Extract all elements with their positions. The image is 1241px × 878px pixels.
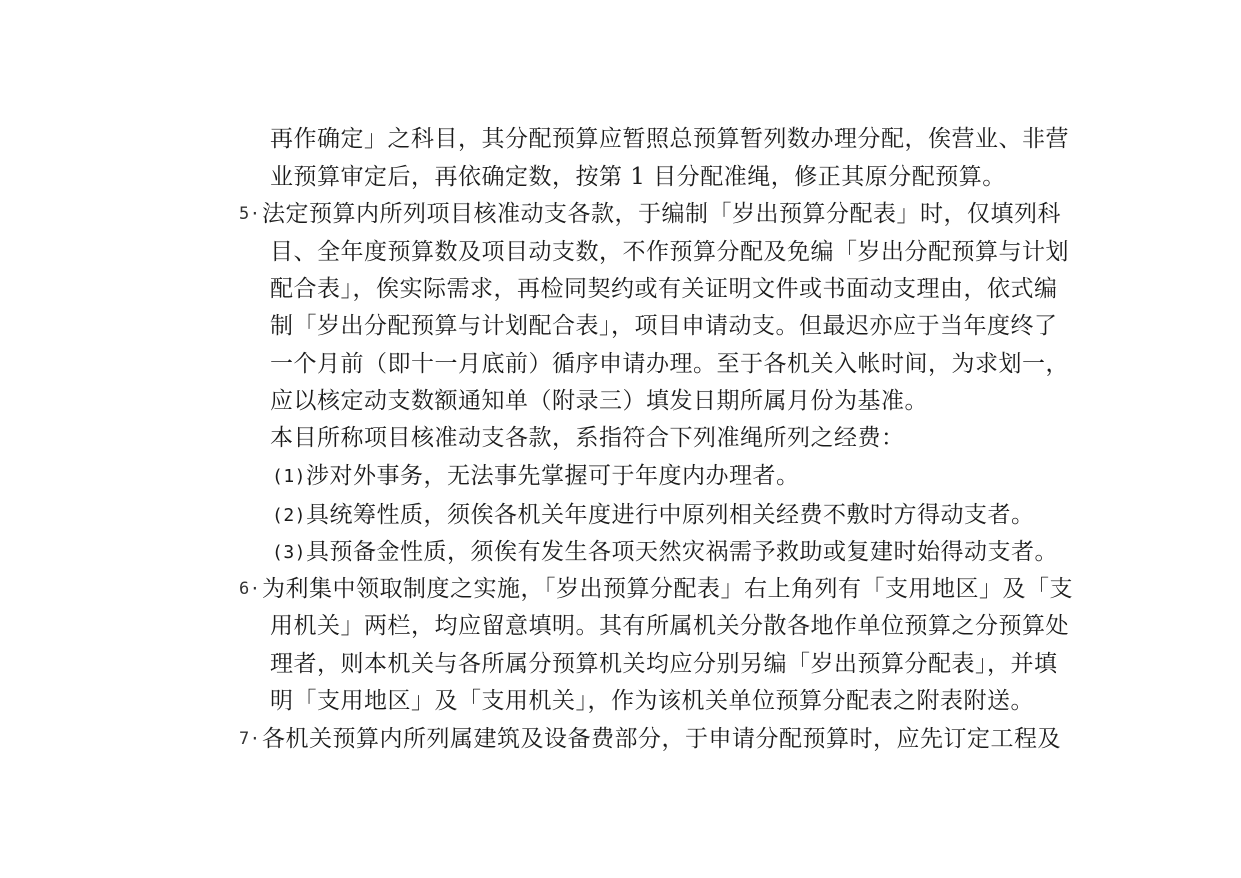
line-text: 明「支用地区」及「支用机关」，作为该机关单位预算分配表之附表附送。 bbox=[270, 688, 1034, 714]
line-text: 法定预算内所列项目核准动支各款，于编制「岁出预算分配表」时，仅填列科 bbox=[262, 201, 1061, 227]
item-number: 6· bbox=[239, 579, 261, 599]
line-text: 涉对外事务，无法事先掌握可于年度内办理者。 bbox=[306, 463, 800, 489]
line-text: 本目所称项目核准动支各款，系指符合下列准绳所列之经费： bbox=[270, 425, 905, 451]
line-text: 业预算审定后，再依确定数，按第 1 目分配准绳，修正其原分配预算。 bbox=[270, 164, 1006, 190]
line-text: 制「岁出分配预算与计划配合表」，项目申请动支。但最迟亦应于当年度终了 bbox=[270, 313, 1058, 339]
line-text: 用机关」两栏，均应留意填明。其有所属机关分散各地作单位预算之分预算处 bbox=[270, 613, 1069, 639]
item-number: 5· bbox=[239, 204, 261, 224]
line-text: 各机关预算内所列属建筑及设备费部分，于申请分配预算时，应先订定工程及 bbox=[262, 726, 1061, 752]
line-text: 具预备金性质，须俟有发生各项天然灾祸需予救助或复建时始得动支者。 bbox=[306, 539, 1058, 565]
line-text: 应以核定动支数额通知单（附录三）填发日期所属月份为基准。 bbox=[270, 388, 928, 414]
line-text: 目、全年度预算数及项目动支数，不作预算分配及免编「岁出分配预算与计划 bbox=[270, 239, 1069, 265]
item-number: 7· bbox=[239, 729, 261, 749]
sub-item-number: (1) bbox=[272, 466, 307, 487]
line-text: 具统筹性质，须俟各机关年度进行中原列相关经费不敷时方得动支者。 bbox=[306, 502, 1035, 528]
line-text: 理者，则本机关与各所属分预算机关均应分别另编「岁出预算分配表」，并填 bbox=[270, 651, 1058, 677]
line-text: 配合表」，俟实际需求，再检同契约或有关证明文件或书面动支理由，依式编 bbox=[270, 276, 1058, 302]
line-text: 再作确定」之科目，其分配预算应暂照总预算暂列数办理分配，俟营业、非营 bbox=[270, 126, 1069, 152]
line-text: 一个月前（即十一月底前）循序申请办理。至于各机关入帐时间，为求划一， bbox=[270, 351, 1069, 377]
sub-item-number: (2) bbox=[272, 505, 307, 526]
sub-item-number: (3) bbox=[272, 542, 307, 563]
line-text: 为利集中领取制度之实施，「岁出预算分配表」右上角列有「支用地区」及「支 bbox=[262, 576, 1073, 602]
